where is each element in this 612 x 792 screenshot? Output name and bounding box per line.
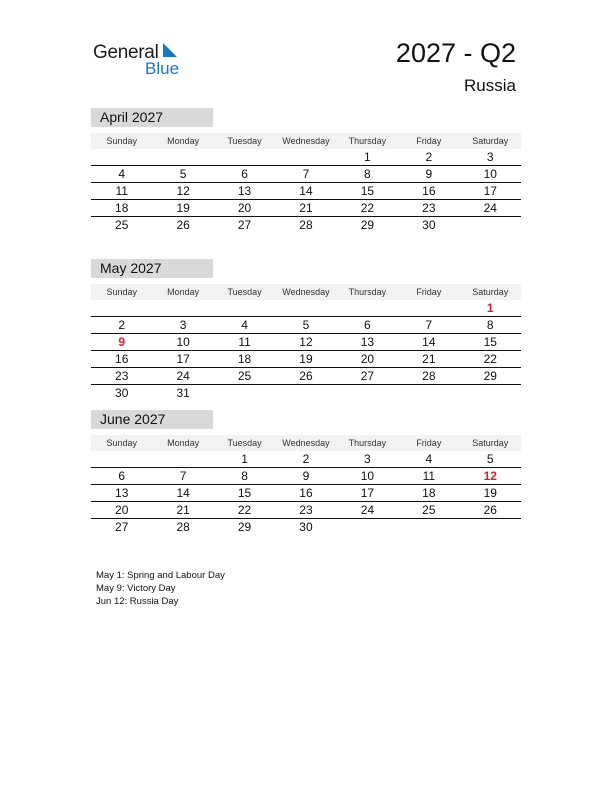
week-row <box>91 485 521 502</box>
week-row <box>91 334 521 351</box>
date-cell <box>460 217 521 233</box>
date-cell <box>152 451 213 467</box>
date-cell <box>91 300 152 316</box>
weekday-label: Sunday <box>106 136 137 146</box>
date-cell: 6 <box>364 318 371 332</box>
date-cell: 25 <box>237 369 252 383</box>
week-row <box>91 468 521 485</box>
date-cell <box>398 300 459 316</box>
weekday-label: Tuesday <box>227 438 262 448</box>
week-row <box>91 502 521 519</box>
date-cell: 26 <box>176 218 190 232</box>
date-cell: 15 <box>360 184 375 198</box>
date-cell <box>91 149 152 165</box>
week-row <box>91 385 521 401</box>
date-cell: 20 <box>360 352 375 366</box>
week-row <box>91 149 521 166</box>
date-cell: 19 <box>483 486 497 500</box>
date-cell: 28 <box>176 520 190 534</box>
weekday-label: Monday <box>167 438 200 448</box>
date-cell: 10 <box>360 469 375 483</box>
weekday-label: Saturday <box>472 136 509 146</box>
holiday-date-cell: 9 <box>118 335 126 349</box>
date-cell: 10 <box>176 335 190 349</box>
date-cell: 12 <box>176 184 190 198</box>
month-april <box>91 108 521 233</box>
date-cell: 20 <box>237 201 252 215</box>
date-cell: 18 <box>422 486 436 500</box>
date-cell: 23 <box>422 201 436 215</box>
country-name: Russia <box>464 76 516 95</box>
date-cell <box>398 385 459 401</box>
date-cell <box>337 519 398 535</box>
date-cell <box>152 149 213 165</box>
date-cell <box>275 149 336 165</box>
date-cell: 22 <box>483 352 497 366</box>
date-cell: 15 <box>483 335 497 349</box>
holiday-notes <box>96 569 225 608</box>
date-cell: 26 <box>299 369 313 383</box>
date-cell: 12 <box>299 335 313 349</box>
date-cell: 27 <box>115 520 129 534</box>
weekday-header-row <box>91 284 521 300</box>
date-cell: 14 <box>422 335 436 349</box>
week-row <box>91 217 521 233</box>
date-cell: 6 <box>118 469 126 483</box>
weekday-label: Thursday <box>348 438 387 448</box>
date-cell: 11 <box>115 184 128 198</box>
date-cell: 13 <box>360 335 375 349</box>
date-cell: 4 <box>425 452 433 466</box>
date-cell: 21 <box>176 503 190 517</box>
logo-triangle-icon <box>163 43 177 57</box>
date-cell: 8 <box>364 167 371 181</box>
week-row <box>91 300 521 317</box>
date-cell: 10 <box>483 167 497 181</box>
weekday-label: Saturday <box>472 438 509 448</box>
date-cell: 5 <box>179 167 187 181</box>
date-cell: 16 <box>422 184 436 198</box>
date-cell <box>337 300 398 316</box>
holiday-date-cell: 1 <box>486 301 494 315</box>
date-cell: 13 <box>237 184 252 198</box>
date-cell <box>460 385 521 401</box>
date-cell: 28 <box>299 218 313 232</box>
month-may <box>91 259 521 401</box>
date-cell: 7 <box>425 318 433 332</box>
date-cell: 2 <box>118 318 126 332</box>
date-cell: 22 <box>360 201 375 215</box>
date-cell: 18 <box>237 352 252 366</box>
week-row <box>91 368 521 385</box>
week-row <box>91 317 521 334</box>
date-cell <box>398 519 459 535</box>
date-cell <box>337 385 398 401</box>
date-cell: 19 <box>299 352 313 366</box>
date-cell: 31 <box>176 386 190 400</box>
page-title: 2027 - Q2 <box>395 38 516 68</box>
generalblue-logo <box>93 40 193 80</box>
date-cell <box>214 385 275 401</box>
weekday-label: Monday <box>167 136 200 146</box>
week-row <box>91 183 521 200</box>
date-cell: 24 <box>483 201 497 215</box>
weekday-label: Sunday <box>106 287 137 297</box>
date-cell: 6 <box>241 167 248 181</box>
weekday-label: Thursday <box>348 136 387 146</box>
date-cell: 27 <box>237 218 252 232</box>
date-cell: 5 <box>486 452 494 466</box>
weekday-label: Tuesday <box>227 287 262 297</box>
date-cell: 1 <box>364 150 371 164</box>
date-cell: 9 <box>302 469 310 483</box>
weekday-label: Friday <box>416 438 442 448</box>
weekday-label: Monday <box>167 287 200 297</box>
weekday-label: Tuesday <box>227 136 262 146</box>
date-cell <box>91 451 152 467</box>
weekday-label: Sunday <box>106 438 137 448</box>
date-cell <box>460 519 521 535</box>
date-cell: 13 <box>115 486 129 500</box>
weekday-header-row <box>91 133 521 149</box>
date-cell: 20 <box>115 503 129 517</box>
date-cell: 8 <box>486 318 494 332</box>
date-cell: 17 <box>360 486 375 500</box>
date-cell: 3 <box>486 150 494 164</box>
week-row <box>91 351 521 368</box>
date-cell <box>275 385 336 401</box>
date-cell: 7 <box>302 167 310 181</box>
holiday-note: May 1: Spring and Labour Day <box>96 570 225 581</box>
month-title: May 2027 <box>91 259 213 278</box>
date-cell: 23 <box>299 503 313 517</box>
weekday-label: Wednesday <box>282 136 330 146</box>
date-cell: 18 <box>115 201 129 215</box>
date-cell: 3 <box>179 318 187 332</box>
date-cell: 1 <box>241 452 248 466</box>
date-cell: 2 <box>302 452 310 466</box>
weekday-label: Saturday <box>472 287 509 297</box>
date-cell: 29 <box>360 218 375 232</box>
date-cell: 17 <box>176 352 190 366</box>
date-cell: 5 <box>302 318 310 332</box>
date-cell: 16 <box>115 352 129 366</box>
date-cell: 21 <box>299 201 313 215</box>
date-cell: 24 <box>360 503 375 517</box>
month-title: April 2027 <box>91 108 213 127</box>
weekday-label: Friday <box>416 136 442 146</box>
logo-text-general: General <box>93 42 159 63</box>
weekday-label: Wednesday <box>282 438 330 448</box>
date-cell: 9 <box>425 167 433 181</box>
date-cell: 15 <box>237 486 252 500</box>
date-cell: 7 <box>179 469 187 483</box>
date-cell: 16 <box>299 486 313 500</box>
date-cell <box>275 300 336 316</box>
week-row <box>91 519 521 535</box>
weekday-label: Thursday <box>348 287 387 297</box>
date-cell: 25 <box>422 503 436 517</box>
date-cell: 24 <box>176 369 190 383</box>
logo-text-blue: Blue <box>145 59 180 78</box>
date-cell: 23 <box>115 369 129 383</box>
month-june <box>91 410 521 535</box>
date-cell: 19 <box>176 201 190 215</box>
weekday-label: Friday <box>416 287 442 297</box>
week-row <box>91 166 521 183</box>
date-cell: 28 <box>422 369 436 383</box>
holiday-note: Jun 12: Russia Day <box>96 596 179 607</box>
date-cell <box>214 300 275 316</box>
date-cell: 30 <box>422 218 436 232</box>
date-cell: 11 <box>422 469 436 483</box>
date-cell: 14 <box>176 486 190 500</box>
date-cell: 4 <box>118 167 126 181</box>
date-cell: 4 <box>241 318 248 332</box>
weekday-label: Wednesday <box>282 287 330 297</box>
week-row <box>91 451 521 468</box>
date-cell: 30 <box>115 386 129 400</box>
month-title: June 2027 <box>91 410 213 429</box>
date-cell: 29 <box>483 369 497 383</box>
date-cell: 8 <box>241 469 248 483</box>
week-row <box>91 200 521 217</box>
date-cell: 26 <box>483 503 497 517</box>
date-cell <box>214 149 275 165</box>
date-cell <box>152 300 213 316</box>
date-cell: 27 <box>360 369 375 383</box>
date-cell: 30 <box>299 520 313 534</box>
holiday-date-cell: 12 <box>483 469 497 483</box>
holiday-note: May 9: Victory Day <box>96 583 176 594</box>
date-cell: 14 <box>299 184 313 198</box>
date-cell: 22 <box>237 503 252 517</box>
date-cell: 29 <box>237 520 252 534</box>
date-cell: 21 <box>422 352 436 366</box>
date-cell: 3 <box>364 452 371 466</box>
weekday-header-row <box>91 435 521 451</box>
date-cell: 17 <box>483 184 497 198</box>
date-cell: 2 <box>425 150 433 164</box>
date-cell: 11 <box>238 335 251 349</box>
date-cell: 25 <box>115 218 129 232</box>
